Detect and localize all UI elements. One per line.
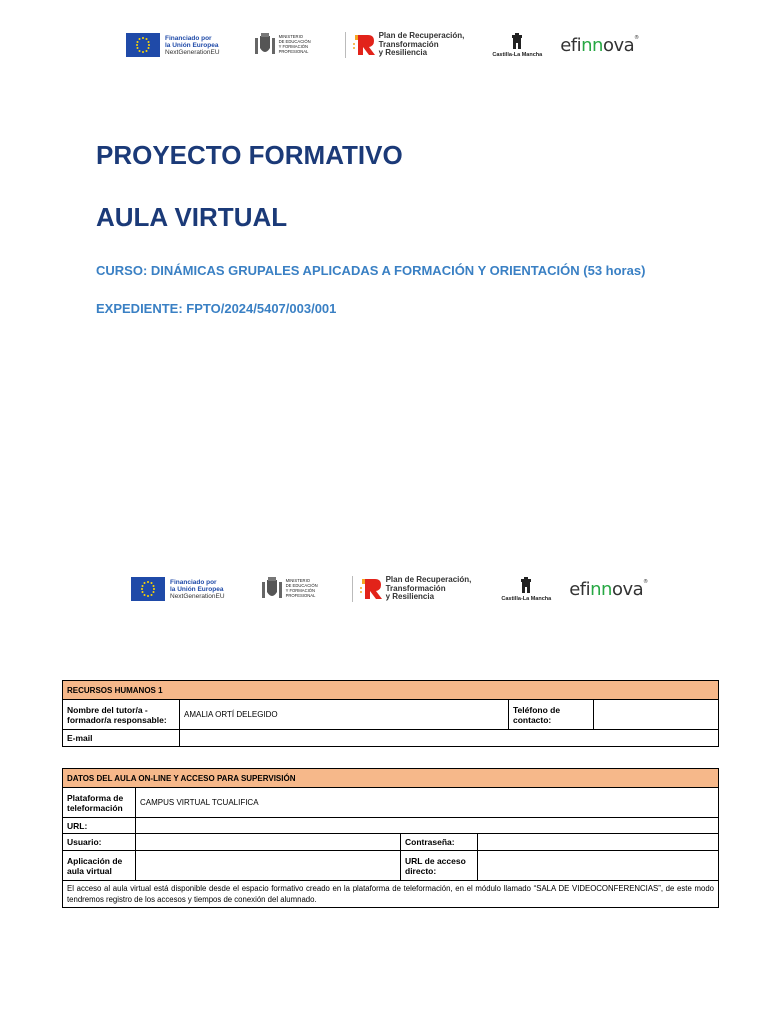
expediente-line: EXPEDIENTE: FPTO/2024/5407/003/001 [96, 301, 337, 316]
logo-separator [345, 32, 346, 58]
prtr-text: Plan de Recuperación, Transformación y Resiliencia [378, 31, 465, 58]
recursos-humanos-table [62, 680, 719, 747]
telefono-label: Teléfono de contacto: [509, 700, 594, 730]
efinnova-logo: efinnova® [560, 34, 639, 56]
plataforma-value: CAMPUS VIRTUAL TCUALIFICA [136, 788, 719, 818]
title-proyecto-formativo: PROYECTO FORMATIVO [96, 140, 403, 170]
email-value [180, 730, 719, 747]
aplicacion-value [136, 851, 401, 881]
castle-icon [511, 33, 523, 51]
clm-logo: Castilla-La Mancha [501, 577, 551, 602]
clm-logo: Castilla-La Mancha [492, 33, 542, 58]
recursos-humanos-header: RECURSOS HUMANOS 1 [63, 681, 719, 700]
spain-crest-icon [254, 32, 276, 58]
prtr-logo-icon [352, 32, 376, 58]
eu-flag-icon [126, 33, 160, 57]
ministerio-text: MINISTERIO DE EDUCACIÓN Y FORMACIÓN PROFESIONAL [285, 578, 318, 598]
url-directo-value [478, 851, 719, 881]
url-directo-label: URL de acceso directo: [401, 851, 478, 881]
datos-aula-table [62, 768, 719, 908]
acceso-nota: El acceso al aula virtual está disponible desde el espacio formativo creado en la plataforma de teleformación, en el módulo llamado “SALA DE VIDEOCONFERENCIAS”, de este modo tendremos registro de los accesos y tiempos de conexión del alumnado. [63, 881, 719, 908]
prtr-logo-icon [359, 576, 383, 602]
ministerio-text: MINISTERIO DE EDUCACIÓN Y FORMACIÓN PROFESIONAL [278, 34, 311, 54]
contrasena-label: Contraseña: [401, 834, 478, 851]
plataforma-label: Plataforma de teleformación [63, 788, 136, 818]
efinnova-logo: efinnova® [569, 578, 648, 600]
eu-flag-icon [131, 577, 165, 601]
email-label: E-mail [63, 730, 180, 747]
url-label: URL: [63, 818, 136, 834]
logo-bar-middle [131, 576, 648, 602]
telefono-value [594, 700, 719, 730]
castle-icon [520, 577, 532, 595]
tutor-label: Nombre del tutor/a - formador/a responsable: [63, 700, 180, 730]
contrasena-value [478, 834, 719, 851]
url-value [136, 818, 719, 834]
logo-bar-top [126, 32, 639, 58]
eu-funding-text: Financiado por la Unión Europea NextGenerationEU [170, 578, 225, 600]
usuario-label: Usuario: [63, 834, 136, 851]
title-aula-virtual: AULA VIRTUAL [96, 202, 288, 232]
spain-crest-icon [261, 576, 283, 602]
curso-line: CURSO: DINÁMICAS GRUPALES APLICADAS A FORMACIÓN Y ORIENTACIÓN (53 horas) [96, 263, 646, 278]
datos-aula-header: DATOS DEL AULA ON-LINE Y ACCESO PARA SUPERVISIÓN [63, 769, 719, 788]
eu-funding-text: Financiado por la Unión Europea NextGenerationEU [165, 34, 220, 56]
usuario-value [136, 834, 401, 851]
tutor-value: AMALIA ORTÍ DELEGIDO [180, 700, 509, 730]
prtr-text: Plan de Recuperación, Transformación y Resiliencia [385, 575, 472, 602]
aplicacion-label: Aplicación de aula virtual [63, 851, 136, 881]
logo-separator [352, 576, 353, 602]
